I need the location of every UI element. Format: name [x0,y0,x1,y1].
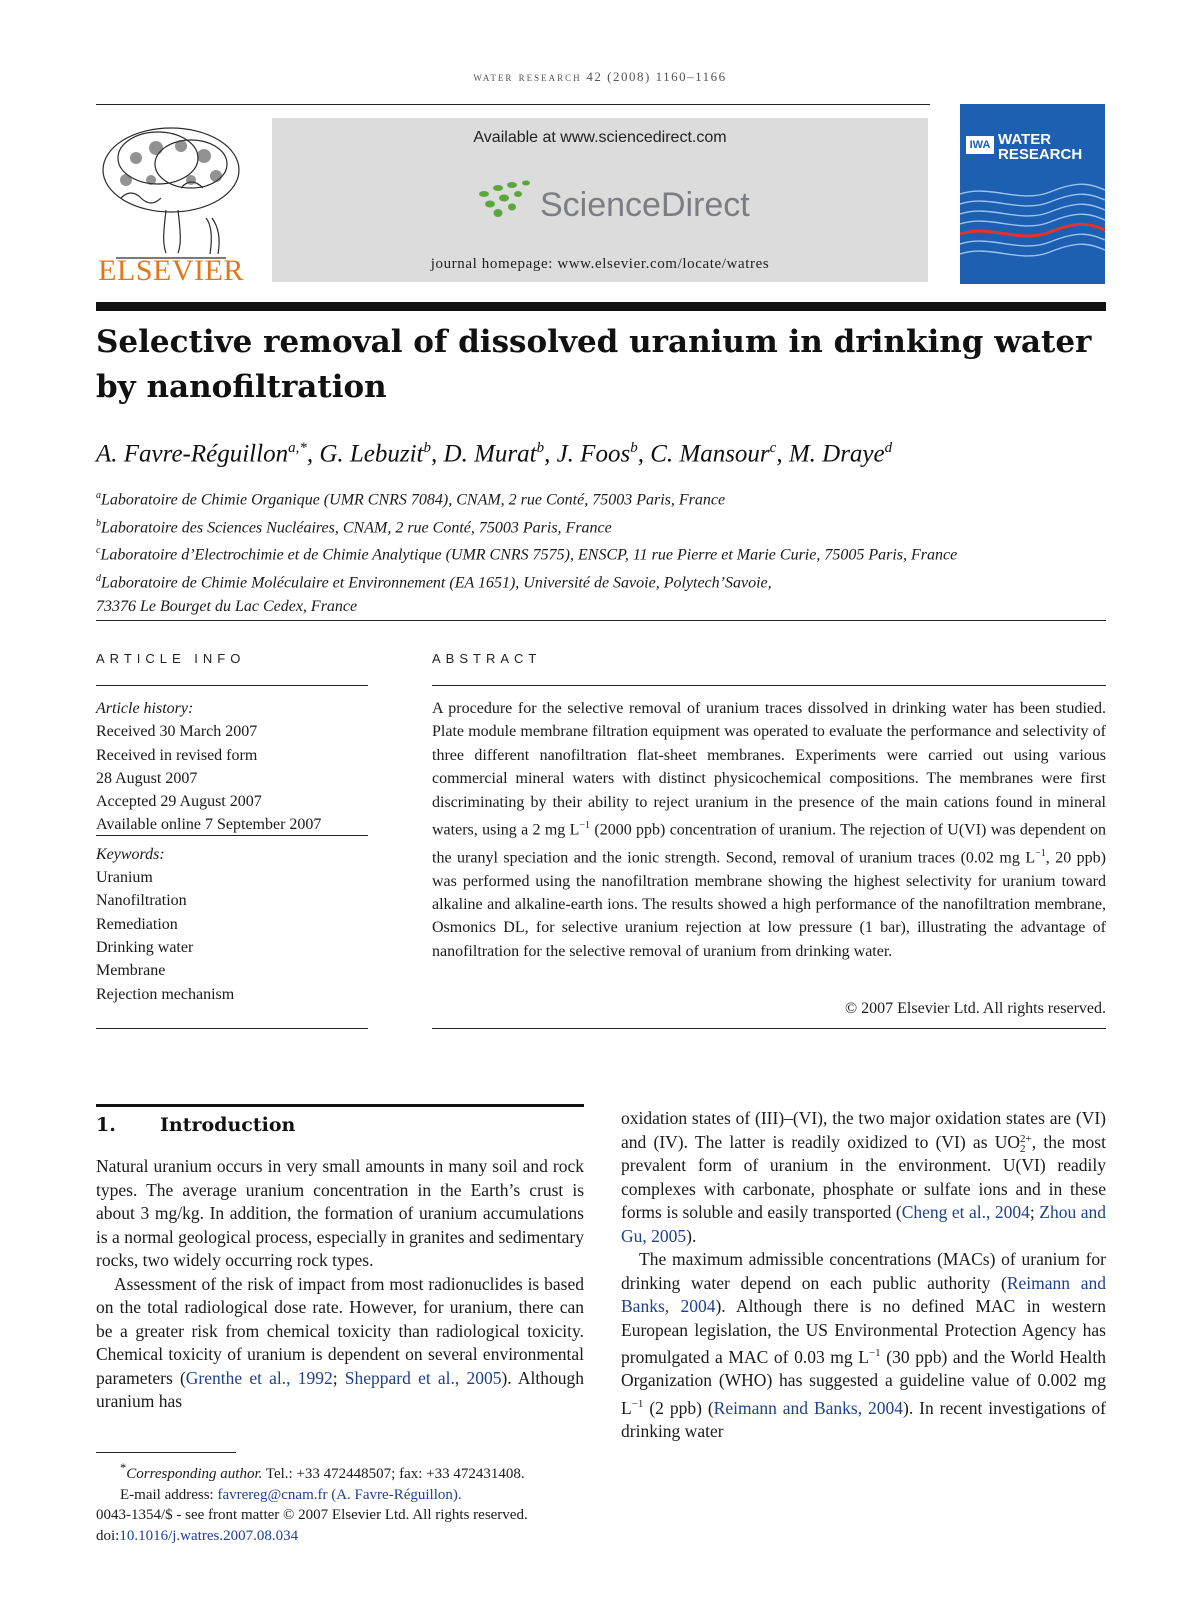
affiliations [96,484,1106,618]
citation-link[interactable]: Cheng et al., 2004 [901,1202,1030,1222]
keywords-label: Keywords: [96,845,165,863]
history-item: 28 August 2007 [96,769,198,787]
doi-line: doi:10.1016/j.watres.2007.08.034 [96,1527,299,1544]
paragraph: oxidation states of (III)–(VI), the two major oxidation states are (VI) and (IV). The latter is readily oxidized to (VI) as UO 2+ 2 , the most prevalent form of uranium in the environment. U(VI) readily complexes with carbonate, phosphate or sulfate ions and in these forms is soluble and easily transported (Cheng et al., 2004; Zhou and Gu, 2005). [621,1108,1106,1246]
journal-homepage: journal homepage: www.elsevier.com/locate/watres [430,256,770,272]
cover-title: WATER RESEARCH [998,131,1083,163]
history-item: Accepted 29 August 2007 [96,793,262,811]
section-heading [96,1114,295,1136]
keyword: Drinking water [96,938,194,956]
article-info-bottom-rule [96,1028,368,1029]
keyword: Nanofiltration [96,892,187,910]
footnote-rule [96,1452,236,1453]
keyword: Remediation [96,915,178,933]
author-name: J. Foos [556,440,631,468]
article-info-rule [96,685,368,686]
running-head [0,69,1200,85]
header-rule [96,104,930,105]
author-name: D. Murat [443,440,537,468]
author-name: M. Draye [788,440,885,468]
citation-link[interactable]: Reimann and Banks, 2004 [713,1397,904,1418]
sciencedirect-wordmark: ScienceDirect [540,186,750,224]
abstract-heading: ABSTRACT [432,651,542,666]
footnotes [96,1458,736,1546]
history-item: Available online 7 September 2007 [96,815,368,836]
body-column-right [621,1107,1106,1444]
cover-wave-art [960,174,1105,284]
author-name: G. Lebuzit [319,440,424,468]
iwa-logo: IWA [966,136,994,154]
uranyl-index: 2+ 2 [1020,1132,1032,1155]
abstract-rule [432,685,1106,686]
elsevier-wordmark: ELSEVIER [98,254,244,287]
citation-link[interactable]: Grenthe et al., 1992 [185,1367,333,1388]
abstract-copyright: © 2007 Elsevier Ltd. All rights reserved. [845,1000,1106,1017]
citation-link[interactable]: Sheppard et al., 2005 [344,1367,502,1388]
author-name: A. Favre-Réguillon [96,440,289,468]
paragraph: The maximum admissible concentrations (MACs) of uranium for drinking water depend on each public authority (Reimann and Banks, 2004). Although there is no defined MAC in western European legislation, the US Environmental Protection Agency has promulgated a MAC of 0.03 mg $L^{-1}$ (30 ppb) and the World Health Organization (WHO) has suggested a guideline value of 0.002 mg $L^{-1}$ (2 ppb) (Reimann and Banks, 2004). In recent investigations of drinking water [621,1249,1107,1442]
journal-citation: 42 (2008) 1160–1166 [586,69,727,84]
email-note: E-mail address: favrereg@cnam.fr (A. Favre-Réguillon). [120,1486,462,1503]
section-title: Introduction [160,1114,296,1136]
issn-line: 0043-1354/$ - see front matter © 2007 Elsevier Ltd. All rights reserved. [96,1507,528,1523]
keyword: Membrane [96,962,166,980]
section-number: 1. [96,1114,116,1136]
abstract-text: A procedure for the selective removal of uranium traces dissolved in drinking water has been studied. Plate module membrane filtration equipment was operated to evaluate the performance and selectivity of three different nanofiltration flat-sheet membranes. Experiments were carried out using various commercial mineral waters with distinct physicochemical compositions. The membranes were first discriminating by their ability to reject uranium in the presence of the main cations found in mineral waters, using a 2 mg $L^{-1}$ (2000 ppb) concentration of uranium. The rejection of U(VI) was dependent on the uranyl speciation and the ionic strength. Second, removal of uranium traces (0.02 mg $L^{-1}$, 20 ppb) was performed using the nanofiltration membrane showing the highest selectivity for uranium toward alkaline and alkaline-earth ions. The results showed a high performance of the nanofiltration membrane, Osmonics DL, for selective uranium rejection at low pressure (1 bar), illustrating the advantage of nanofiltration for the selective removal of uranium from drinking water. [432,700,1107,960]
history-item: Received in revised form [96,746,258,764]
affiliation-rule [96,620,1106,621]
keyword: Rejection mechanism [96,985,235,1003]
article-info-heading: ARTICLE INFO [96,651,246,666]
paragraph: Natural uranium occurs in very small amounts in many soil and rock types. The average uranium concentration in the Earth’s crust is about 3 mg/kg. In addition, the formation of uranium accumulations is a normal geological process, especially in granites and sedimentary rocks, two widely occurring rock types. [96,1156,584,1270]
author-name: C. Mansour [650,440,770,468]
affiliation: $^c$Laboratoire d’Electrochimie et de Chimie Analytique (UMR CNRS 7575), ENSCP, 11 rue Pierre et Marie Curie, 75005 Paris, France [96,545,958,564]
doi-link[interactable]: 10.1016/j.watres.2007.08.034 [119,1527,299,1544]
journal-cover-image [960,104,1105,284]
title-rule [96,302,1106,311]
affiliation-continued: 73376 Le Bourget du Lac Cedex, France [96,597,358,615]
citation-link[interactable]: Reimann and Banks, 2004 [621,1272,1106,1316]
corresponding-author-note: *Corresponding author. Tel.: +33 472448507; fax: +33 472431408. [120,1461,525,1482]
affiliation: $^a$Laboratoire de Chimie Organique (UMR CNRS 7084), CNAM, 2 rue Conté, 75003 Paris, France [96,490,726,509]
article-title: Selective removal of dissolved uranium in drinking water by nanofiltration [96,324,1092,405]
abstract-bottom-rule [432,1028,1106,1029]
paragraph: Assessment of the risk of impact from most radionuclides is based on the total radiological dose rate. However, for uranium, there can be a greater risk from chemical toxicity than radiological toxicity. Chemical toxicity of uranium is dependent on several environmental parameters (Grenthe et al., 1992; Sheppard et al., 2005). Although uranium has [96,1273,584,1411]
keyword: Uranium [96,869,153,887]
article-info [96,697,368,1006]
author-list: A. Favre-Réguillon$^{a,*}$, G. Lebuzit$^b$, D. Murat$^b$, J. Foos$^b$, C. Mansour$^c$, M. Draye$^d$ [96,440,893,468]
affiliation: $^b$Laboratoire des Sciences Nucléaires, CNAM, 2 rue Conté, 75003 Paris, France [96,517,612,537]
citation-link[interactable]: Zhou and Gu, 2005 [621,1202,1106,1246]
section-rule [96,1104,584,1107]
body-column-left [96,1155,584,1414]
history-item: Received 30 March 2007 [96,723,258,741]
journal-name: water research [473,69,582,84]
email-link[interactable]: favrereg@cnam.fr (A. Favre-Réguillon). [217,1486,462,1503]
affiliation: $^d$Laboratoire de Chimie Moléculaire et Environnement (EA 1651), Université de Savoie, Polytech’Savoie, [96,573,772,592]
available-at-text: Available at www.sciencedirect.com [473,129,727,146]
article-history-label: Article history: [96,700,194,717]
